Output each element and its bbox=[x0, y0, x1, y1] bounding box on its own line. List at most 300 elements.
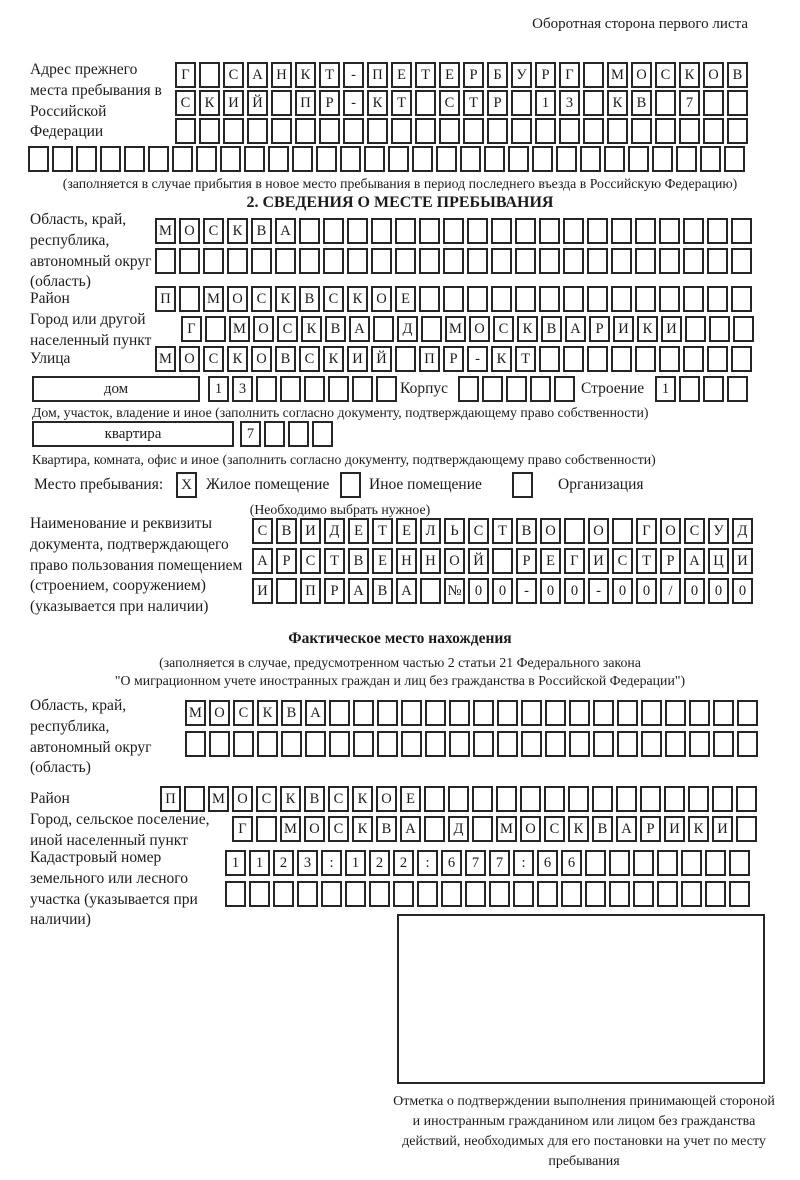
form-cell: 0 bbox=[540, 578, 561, 604]
form-cell: С bbox=[233, 700, 254, 726]
form-cell bbox=[703, 90, 724, 116]
form-cell bbox=[472, 786, 493, 812]
form-cell bbox=[377, 731, 398, 757]
form-cell bbox=[731, 248, 752, 274]
form-cell bbox=[664, 786, 685, 812]
form-cell bbox=[441, 881, 462, 907]
form-cell: К bbox=[517, 316, 538, 342]
form-cell bbox=[532, 146, 553, 172]
form-cell: Е bbox=[400, 786, 421, 812]
form-cell: 3 bbox=[297, 850, 318, 876]
form-cell: К bbox=[352, 816, 373, 842]
form-cell bbox=[568, 786, 589, 812]
form-cell bbox=[473, 731, 494, 757]
form-cell: Т bbox=[492, 518, 513, 544]
form-cell bbox=[707, 286, 728, 312]
form-cell: А bbox=[305, 700, 326, 726]
prev-address-row-4 bbox=[28, 146, 745, 172]
form-cell bbox=[731, 286, 752, 312]
form-cell: А bbox=[400, 816, 421, 842]
form-cell: Г bbox=[232, 816, 253, 842]
form-cell bbox=[683, 346, 704, 372]
form-cell: Г bbox=[559, 62, 580, 88]
form-cell: О bbox=[703, 62, 724, 88]
form-cell: - bbox=[467, 346, 488, 372]
form-cell: С bbox=[252, 518, 273, 544]
form-cell: И bbox=[252, 578, 273, 604]
form-cell bbox=[371, 248, 392, 274]
form-cell bbox=[712, 786, 733, 812]
form-cell bbox=[633, 850, 654, 876]
form-cell bbox=[443, 218, 464, 244]
form-cell bbox=[635, 248, 656, 274]
form-cell: П bbox=[367, 62, 388, 88]
form-cell: М bbox=[155, 346, 176, 372]
form-cell: В bbox=[592, 816, 613, 842]
form-cell bbox=[424, 786, 445, 812]
form-cell bbox=[564, 518, 585, 544]
form-cell: С bbox=[277, 316, 298, 342]
form-cell: 0 bbox=[564, 578, 585, 604]
form-cell bbox=[681, 850, 702, 876]
form-cell bbox=[705, 881, 726, 907]
form-cell: 7 bbox=[240, 421, 261, 447]
apartment-row bbox=[240, 421, 333, 447]
form-cell: Й bbox=[247, 90, 268, 116]
form-cell: 3 bbox=[559, 90, 580, 116]
form-cell: Т bbox=[636, 548, 657, 574]
form-cell bbox=[521, 731, 542, 757]
form-cell bbox=[703, 376, 724, 402]
form-cell bbox=[205, 316, 226, 342]
form-cell bbox=[707, 248, 728, 274]
form-cell: Р bbox=[276, 548, 297, 574]
form-cell bbox=[563, 218, 584, 244]
prev-address-note: (заполняется в случае прибытия в новое место пребывания в период последнего въезда в Российскую Федерацию) bbox=[62, 176, 738, 191]
form-cell bbox=[587, 218, 608, 244]
form-cell bbox=[377, 700, 398, 726]
form-cell bbox=[683, 248, 704, 274]
form-cell: М bbox=[445, 316, 466, 342]
form-cell bbox=[329, 731, 350, 757]
form-cell: Е bbox=[348, 518, 369, 544]
form-cell bbox=[539, 248, 560, 274]
form-cell: У bbox=[511, 62, 532, 88]
form-cell: Т bbox=[515, 346, 536, 372]
form-cell: 2 bbox=[393, 850, 414, 876]
form-cell bbox=[467, 248, 488, 274]
form-cell: С bbox=[684, 518, 705, 544]
form-cell bbox=[635, 286, 656, 312]
form-cell: М bbox=[208, 786, 229, 812]
form-cell bbox=[419, 248, 440, 274]
form-cell: К bbox=[607, 90, 628, 116]
form-cell bbox=[659, 218, 680, 244]
form-cell: 1 bbox=[208, 376, 229, 402]
form-cell bbox=[185, 731, 206, 757]
form-cell bbox=[425, 700, 446, 726]
form-cell: О bbox=[179, 346, 200, 372]
form-cell bbox=[612, 518, 633, 544]
form-cell: С bbox=[203, 218, 224, 244]
form-cell bbox=[460, 146, 481, 172]
cadastral-row-2 bbox=[225, 881, 750, 907]
form-cell bbox=[713, 731, 734, 757]
form-cell bbox=[304, 376, 325, 402]
form-cell bbox=[580, 146, 601, 172]
form-cell: С bbox=[323, 286, 344, 312]
form-cell: Р bbox=[319, 90, 340, 116]
apartment-note: Квартира, комната, офис и иное (заполнить согласно документу, подтверждающему право собственности) bbox=[32, 452, 656, 467]
form-cell bbox=[424, 816, 445, 842]
form-cell bbox=[496, 786, 517, 812]
form-cell: : bbox=[513, 850, 534, 876]
form-cell: О bbox=[444, 548, 465, 574]
form-cell bbox=[511, 118, 532, 144]
form-cell: К bbox=[323, 346, 344, 372]
form-cell: Т bbox=[391, 90, 412, 116]
form-cell: В bbox=[376, 816, 397, 842]
form-cell: Ь bbox=[444, 518, 465, 544]
form-cell bbox=[729, 881, 750, 907]
region-row-1 bbox=[155, 218, 752, 244]
form-cell bbox=[700, 146, 721, 172]
form-cell bbox=[347, 248, 368, 274]
form-cell bbox=[439, 118, 460, 144]
form-cell bbox=[617, 731, 638, 757]
form-cell: Е bbox=[439, 62, 460, 88]
district-label: Район bbox=[30, 290, 70, 307]
city-row bbox=[181, 316, 754, 342]
form-cell: К bbox=[301, 316, 322, 342]
form-cell bbox=[417, 881, 438, 907]
form-cell bbox=[305, 731, 326, 757]
form-cell: Д bbox=[397, 316, 418, 342]
form-cell: С bbox=[439, 90, 460, 116]
form-cell: 0 bbox=[732, 578, 753, 604]
form-cell bbox=[583, 62, 604, 88]
form-cell: 2 bbox=[369, 850, 390, 876]
form-cell: К bbox=[352, 786, 373, 812]
cadastral-label: Кадастровый номер земельного или лесного участка (указывается при наличии) bbox=[30, 849, 198, 929]
form-cell bbox=[545, 700, 566, 726]
apartment-box: квартира bbox=[32, 421, 234, 447]
form-cell: О bbox=[179, 218, 200, 244]
form-cell bbox=[340, 146, 361, 172]
form-cell bbox=[353, 731, 374, 757]
form-cell: 3 bbox=[232, 376, 253, 402]
form-cell: Р bbox=[516, 548, 537, 574]
form-cell: К bbox=[568, 816, 589, 842]
form-cell bbox=[554, 376, 575, 402]
form-cell bbox=[535, 118, 556, 144]
form-cell bbox=[659, 286, 680, 312]
form-cell bbox=[665, 700, 686, 726]
korpus-row bbox=[458, 376, 575, 402]
form-cell bbox=[593, 731, 614, 757]
form-cell bbox=[316, 146, 337, 172]
form-cell: М bbox=[229, 316, 250, 342]
form-cell: Г bbox=[175, 62, 196, 88]
form-cell bbox=[223, 118, 244, 144]
form-cell: Б bbox=[487, 62, 508, 88]
form-cell: 7 bbox=[465, 850, 486, 876]
form-cell bbox=[611, 248, 632, 274]
actual-city-label: Город, сельское поселение, иной населенный пункт bbox=[30, 811, 210, 849]
form-cell: С bbox=[251, 286, 272, 312]
form-cell bbox=[420, 578, 441, 604]
form-cell bbox=[273, 881, 294, 907]
form-cell bbox=[587, 248, 608, 274]
form-cell bbox=[727, 90, 748, 116]
form-cell bbox=[256, 816, 277, 842]
form-cell: О bbox=[588, 518, 609, 544]
form-cell: К bbox=[275, 286, 296, 312]
form-cell: 7 bbox=[489, 850, 510, 876]
form-cell: И bbox=[712, 816, 733, 842]
prev-address-row-3 bbox=[175, 118, 748, 144]
form-cell: С bbox=[223, 62, 244, 88]
form-cell: И bbox=[661, 316, 682, 342]
form-cell bbox=[319, 118, 340, 144]
form-cell: Т bbox=[319, 62, 340, 88]
form-cell bbox=[449, 700, 470, 726]
form-cell bbox=[199, 118, 220, 144]
form-cell bbox=[449, 731, 470, 757]
form-cell bbox=[585, 850, 606, 876]
form-cell: Т bbox=[463, 90, 484, 116]
form-cell bbox=[275, 248, 296, 274]
form-cell bbox=[295, 118, 316, 144]
form-cell: С bbox=[544, 816, 565, 842]
form-cell: П bbox=[295, 90, 316, 116]
form-cell: Н bbox=[396, 548, 417, 574]
form-cell bbox=[100, 146, 121, 172]
form-cell bbox=[641, 731, 662, 757]
form-cell: О bbox=[209, 700, 230, 726]
form-cell: Г bbox=[181, 316, 202, 342]
form-cell bbox=[251, 248, 272, 274]
form-cell bbox=[497, 700, 518, 726]
form-cell: Н bbox=[420, 548, 441, 574]
form-cell bbox=[713, 700, 734, 726]
form-cell: Р bbox=[535, 62, 556, 88]
form-cell bbox=[583, 90, 604, 116]
form-cell bbox=[448, 786, 469, 812]
form-cell: С bbox=[655, 62, 676, 88]
document-row-3 bbox=[252, 578, 753, 604]
form-cell bbox=[257, 731, 278, 757]
form-cell bbox=[724, 146, 745, 172]
form-cell bbox=[233, 731, 254, 757]
form-cell bbox=[297, 881, 318, 907]
form-cell bbox=[484, 146, 505, 172]
form-cell bbox=[679, 118, 700, 144]
form-cell: А bbox=[565, 316, 586, 342]
form-cell: 7 bbox=[679, 90, 700, 116]
form-cell bbox=[373, 316, 394, 342]
form-cell: И bbox=[588, 548, 609, 574]
form-cell bbox=[607, 118, 628, 144]
street-label: Улица bbox=[30, 350, 71, 367]
form-cell: 2 bbox=[273, 850, 294, 876]
form-cell bbox=[463, 118, 484, 144]
form-cell: № bbox=[444, 578, 465, 604]
form-cell: Й bbox=[468, 548, 489, 574]
form-cell: С bbox=[468, 518, 489, 544]
form-cell bbox=[280, 376, 301, 402]
form-cell bbox=[249, 881, 270, 907]
form-cell bbox=[345, 881, 366, 907]
form-cell bbox=[288, 421, 309, 447]
document-row-1 bbox=[252, 518, 753, 544]
form-cell bbox=[635, 346, 656, 372]
form-cell bbox=[184, 786, 205, 812]
form-cell bbox=[401, 731, 422, 757]
form-cell: О bbox=[251, 346, 272, 372]
form-cell: В bbox=[325, 316, 346, 342]
form-cell bbox=[544, 786, 565, 812]
option-organization-label: Организация bbox=[558, 476, 644, 493]
form-cell: Е bbox=[395, 286, 416, 312]
form-cell: С bbox=[175, 90, 196, 116]
form-cell: П bbox=[300, 578, 321, 604]
form-cell bbox=[299, 248, 320, 274]
form-cell bbox=[707, 346, 728, 372]
form-cell bbox=[703, 118, 724, 144]
form-cell: Р bbox=[463, 62, 484, 88]
form-cell bbox=[179, 286, 200, 312]
form-cell: М bbox=[203, 286, 224, 312]
prev-address-label: Адрес прежнего места пребывания в Российской Федерации bbox=[30, 61, 162, 141]
form-cell: Д bbox=[324, 518, 345, 544]
option-other-premises-label: Иное помещение bbox=[369, 476, 482, 493]
form-cell bbox=[705, 850, 726, 876]
form-cell: Т bbox=[372, 518, 393, 544]
form-cell: Г bbox=[564, 548, 585, 574]
form-cell bbox=[401, 700, 422, 726]
form-cell bbox=[482, 376, 503, 402]
form-cell: В bbox=[727, 62, 748, 88]
form-cell bbox=[729, 850, 750, 876]
form-cell: Т bbox=[324, 548, 345, 574]
form-cell bbox=[563, 286, 584, 312]
form-cell bbox=[179, 248, 200, 274]
form-cell: М bbox=[155, 218, 176, 244]
form-cell: П bbox=[160, 786, 181, 812]
form-cell bbox=[563, 346, 584, 372]
form-cell bbox=[244, 146, 265, 172]
form-cell: 0 bbox=[708, 578, 729, 604]
form-cell: 0 bbox=[492, 578, 513, 604]
form-cell: : bbox=[417, 850, 438, 876]
form-cell bbox=[737, 731, 758, 757]
form-cell bbox=[52, 146, 73, 172]
form-cell: О bbox=[227, 286, 248, 312]
form-cell: / bbox=[660, 578, 681, 604]
form-cell bbox=[225, 881, 246, 907]
form-cell: С bbox=[493, 316, 514, 342]
form-cell bbox=[271, 90, 292, 116]
form-cell: 0 bbox=[636, 578, 657, 604]
form-cell bbox=[506, 376, 527, 402]
form-cell bbox=[515, 286, 536, 312]
form-cell: С bbox=[256, 786, 277, 812]
checkbox-residential: X bbox=[176, 472, 197, 498]
form-cell: К bbox=[688, 816, 709, 842]
form-cell: 6 bbox=[561, 850, 582, 876]
form-cell bbox=[657, 850, 678, 876]
form-cell bbox=[683, 218, 704, 244]
form-cell bbox=[508, 146, 529, 172]
form-cell bbox=[281, 731, 302, 757]
form-cell bbox=[640, 786, 661, 812]
form-cell bbox=[443, 248, 464, 274]
form-cell bbox=[369, 881, 390, 907]
form-cell bbox=[563, 248, 584, 274]
form-cell: - bbox=[588, 578, 609, 604]
form-cell: О bbox=[660, 518, 681, 544]
city-label: Город или другой населенный пункт bbox=[30, 311, 152, 349]
form-cell bbox=[465, 881, 486, 907]
form-cell: - bbox=[343, 90, 364, 116]
form-cell: В bbox=[348, 548, 369, 574]
cadastral-row-1 bbox=[225, 850, 750, 876]
form-cell: У bbox=[708, 518, 729, 544]
actual-region-label: Область, край, республика, автономный округ (область) bbox=[30, 697, 152, 777]
form-cell bbox=[521, 700, 542, 726]
form-cell bbox=[609, 881, 630, 907]
form-cell: К bbox=[227, 218, 248, 244]
form-cell bbox=[329, 700, 350, 726]
form-cell: Р bbox=[487, 90, 508, 116]
form-cell: Р bbox=[443, 346, 464, 372]
form-cell: О bbox=[304, 816, 325, 842]
form-cell bbox=[393, 881, 414, 907]
form-cell: Т bbox=[415, 62, 436, 88]
form-cell bbox=[727, 118, 748, 144]
house-number-row bbox=[208, 376, 397, 402]
form-cell: К bbox=[280, 786, 301, 812]
form-cell bbox=[559, 118, 580, 144]
form-cell: И bbox=[223, 90, 244, 116]
form-cell bbox=[731, 218, 752, 244]
form-cell bbox=[353, 700, 374, 726]
form-cell bbox=[683, 286, 704, 312]
form-cell bbox=[489, 881, 510, 907]
form-cell: И bbox=[347, 346, 368, 372]
form-cell bbox=[513, 881, 534, 907]
form-cell bbox=[539, 286, 560, 312]
form-cell bbox=[587, 346, 608, 372]
form-cell bbox=[592, 786, 613, 812]
form-cell: Р bbox=[640, 816, 661, 842]
form-cell: С bbox=[203, 346, 224, 372]
form-cell: - bbox=[516, 578, 537, 604]
form-cell: С bbox=[612, 548, 633, 574]
form-cell bbox=[652, 146, 673, 172]
form-cell bbox=[467, 286, 488, 312]
form-cell bbox=[659, 346, 680, 372]
form-cell: С bbox=[328, 816, 349, 842]
section2-title: 2. СВЕДЕНИЯ О МЕСТЕ ПРЕБЫВАНИЯ bbox=[246, 194, 554, 211]
korpus-label: Корпус bbox=[400, 380, 448, 397]
form-cell bbox=[611, 218, 632, 244]
form-cell: - bbox=[343, 62, 364, 88]
form-cell bbox=[676, 146, 697, 172]
form-cell: 0 bbox=[468, 578, 489, 604]
prev-address-row-2 bbox=[175, 90, 748, 116]
